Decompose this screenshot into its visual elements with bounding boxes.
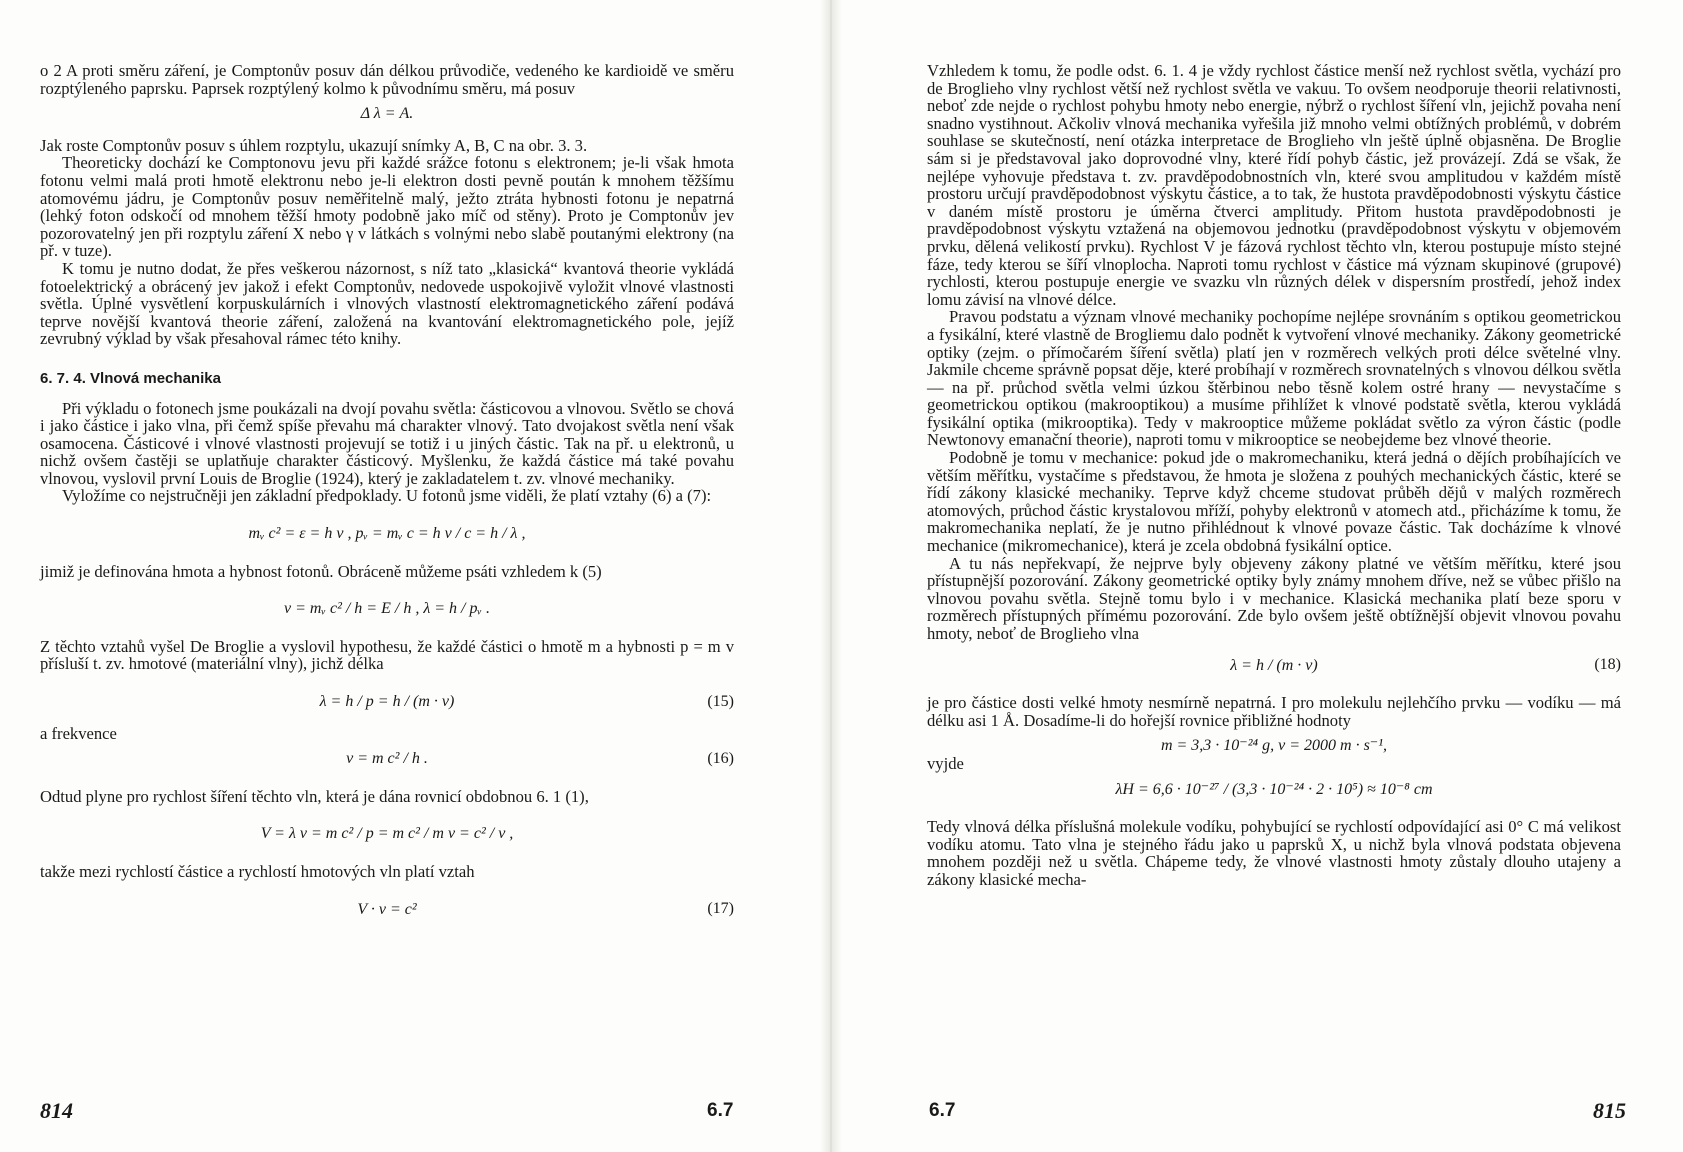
paragraph: Pravou podstatu a význam vlnové mechaniky pochopíme nejlépe srovnáním s optikou geometrickou a fysikální, které vlastně de Brogliemu dalo podnět k vytvoření vlnové mechaniky. Zákony geometrické optiky (zejm. o přímočarém šíření světla) platí jen v rozměrech velkých proti délce světelné vlny. Jakmile chceme správně popsat děje, které probíhají v rozměrech srovnatelných s vlnovou délkou světla — na př. průchod světla velmi úzkou štěrbinou nebo těsně kolem ostré hrany — nevystačíme s geometrickou optikou (makrooptikou) a musíme přihlížet k vlnové podstatě světla, kterou vykládá fysikální optika (mikrooptika). Tedy v makrooptice můžeme pokládat světlo za výron částic (podle Newtonovy emanační theorie), naproti tomu v mikrooptice se neobejdeme bez vlnové theorie. [927,307,1621,450]
paragraph: Jak roste Comptonův posuv s úhlem rozptylu, ukazují snímky A, B, C na obr. 3. 3. [40,135,588,155]
equation-18-number: (18) [1594,656,1621,674]
right-page [830,0,1683,1152]
equation-15-number: (15) [707,693,734,711]
equation-delta-lambda: Δ λ = A. [360,105,414,123]
equation-photon-mass-momentum: mᵥ c² = ε = h ν , pᵥ = mᵥ c = h ν / c = h / λ , [248,525,526,543]
paragraph: o 2 A proti směru záření, je Comptonův posuv dán délkou průvodiče, vedeného ke kardioidě ve směru rozptýleného paprsku. Paprsek rozptýlený kolmo k původnímu směru, má posuv [40,61,734,98]
equation-18-body: λ = h / (m · v) [1230,656,1318,674]
equation-phase-velocity: V = λ ν = m c² / p = m c² / m v = c² / v , [260,825,514,843]
paragraph: Vzhledem k tomu, že podle odst. 6. 1. 4 je vždy rychlost částice menší než rychlost světla, vychází pro de Broglieho vlny rychlost větší než rychlost světla ve vakuu. To ovšem neodporuje theorii relativnosti, neboť zde nejde o rychlost pohybu hmoty nebo energie, nýbrž o rychlost šíření vln, jejichž povaha není snadno vystihnout. Ačkoliv vlnová mechanika vyřešila již mnoho velmi obtížných problémů, v dobrém souhlase se skutečností, není otázka interpretace de Broglieho vln ještě úplně objasněna. De Broglie sám si je představoval jako doprovodné vlny, které řídí pohyb částic, jež provázejí. Zdá se však, že nejlépe vyhovuje představa t. zv. pravděpodobnostních vln, které svou amplitudou v každém místě prostoru určují pravděpodobnost výskytu částice, a to tak, že hustota pravděpodobnosti výskytu částice v daném místě prostoru je úměrna čtverci amplitudy. Přitom hustota pravděpodobnosti je pravděpodobnost výskytu vztažená na objemovou jednotku (pravděpodobnost výskytu v objemovém prvku, dělená velikostí prvku). Rychlost V je fázová rychlost těchto vln, kterou postupuje místo stejné fáze, tedy kterou se šíří vlnoplocha. Naproti tomu rychlost v částice má význam skupinové (grupové) rychlosti, kterou postupuje energie ve svazku vln různých délek v dispersním prostředí, jehož index lomu závisí na vlnové délce. [927,61,1621,309]
paragraph: takže mezi rychlostí částice a rychlostí hmotových vln platí vztah [40,862,475,881]
section-heading: 6. 7. 4. Vlnová mechanika [40,369,221,387]
equation-16 [40,750,734,768]
paragraph: Podobně je tomu v mechanice: pokud jde o makromechaniku, která jedná o dějích probíhajících ve větším měřítku, vystačíme s představou, že hmota je složena z pouhých mechanických částic, které se řídí zákony klasické mechaniky. Teprve když chceme studovat průběh dějů v malých rozměrech atomových, průchod částic krystalovou mříží, pohyby elektronů v atomech atd., přicházíme k tomu, že makromechanika neplatí, že je nutno přihlédnout k vlnové povaze částic. Tak docházíme k vlnové mechanice (mikromechanice), která je zcela obdobná fysikální optice. [927,448,1621,556]
right-text-column [927,62,1621,889]
equation-16-body: ν = m c² / h . [346,750,428,768]
equation-15 [40,693,734,711]
equation-17-number: (17) [707,900,734,918]
paragraph: Odtud plyne pro rychlost šíření těchto vln, která je dána rovnicí obdobnou 6. 1 (1), [40,786,589,806]
equation-18 [927,657,1621,675]
paragraph: K tomu je nutno dodat, že přes veškerou názornost, s níž tato „klasická“ kvantová theorie vykládá fotoelektrický a obrácený jev jakož i efekt Comptonův, nedovede uspokojivě vyložit vlnové vlastnosti světla. Úplné vysvětlení korpuskulárních i vlnových vlastností elektromagnetického záření podává teprve novější kvantová theorie záření, založená na kvantování elektromagnetického pole, jejíž zevrubný výklad by však přesahoval rámec této knihy. [40,258,734,349]
paragraph: Theoreticky dochází ke Comptonovu jevu při každé srážce fotonu s elektronem; je-li však hmota fotonu velmi malá proti hmotě elektronu nebo je-li elektron dosti pevně poután k mnohem těžšímu atomovému jádru, je Comptonův posuv neměřitelně malý, ježto ztráta hybnosti fotonu je nepatrná (lehký foton odskočí od mnohem těžší hmoty podobně jako míč od stěny). Proto je Comptonův jev pozorovatelný jen při rozptylu záření X nebo γ v látkách s volnými nebo slabě poutanými elektrony (na př. v tuze). [40,153,734,261]
equation-hydrogen-wavelength: λH = 6,6 · 10⁻²⁷ / (3,3 · 10⁻²⁴ · 2 · 10⁵) ≈ 10⁻⁸ cm [1115,780,1433,798]
paragraph: Z těchto vztahů vyšel De Broglie a vyslovil hypothesu, že každé částici o hmotě m a hybnosti p = m v přísluší t. zv. hmotové (materiální vlny), jichž délka [40,636,734,674]
equation-frequency-wavelength: ν = mᵥ c² / h = E / h , λ = h / pᵥ . [284,600,490,618]
page-number: 815 [1593,1098,1626,1123]
equation-16-number: (16) [707,750,734,768]
page-number: 814 [40,1098,73,1123]
paragraph: Vyložíme co nejstručněji jen základní předpoklady. U fotonů jsme viděli, že platí vztahy (6) a (7): [62,486,712,506]
equation-17 [40,901,734,919]
paragraph: Tedy vlnová délka příslušná molekule vodíku, pohybující se rychlostí odpovídající asi 0° C má velikost vodíku atomu. Tato vlna je stejného řádu jako u paprsků X, u nichž byla vlnová podstata objevena mnohem později než u světla. Chápeme tedy, že vlnové vlastnosti hmoty zůstaly dlouho utajeny a zákony klasické mecha- [927,817,1621,889]
equation-17-body: V · v = c² [357,900,417,918]
paragraph: jimiž je definována hmota a hybnost fotonů. Obráceně můžeme psáti vzhledem k (5) [40,561,602,581]
left-page [0,0,830,1152]
paragraph: a frekvence [40,723,117,743]
left-text-column [40,62,734,918]
paragraph: vyjde [927,753,964,773]
paragraph: je pro částice dosti velké hmoty nesmírně nepatrná. I pro molekulu nejlehčího prvku — vodíku — má délku asi 1 Å. Dosadíme-li do hořejší rovnice přibližné hodnoty [927,693,1621,730]
equation-values: m = 3,3 · 10⁻²⁴ g, v = 2000 m · s⁻¹, [1160,737,1388,755]
section-marker: 6.7 [707,1100,734,1121]
section-marker: 6.7 [929,1100,956,1121]
paragraph: Při výkladu o fotonech jsme poukázali na dvojí povahu světla: částicovou a vlnovou. Světlo se chová i jako částice i jako vlna, při čemž spíše převahu má charakter vlnový. Tato dvojakost světla není však osamocena. Částicové i vlnové vlastnosti projevují se totiž i u jiných částic. Tak na př. u elektronů, u nichž ovšem častěji se uplatňuje charakter částicový. Myšlenku, že každá částice má také povahu vlnovou, vyslovil první Louis de Broglie (1924), který je zakladatelem t. zv. vlnové mechaniky. [40,398,734,488]
equation-15-body: λ = h / p = h / (m · v) [319,693,455,711]
paragraph: A tu nás nepřekvapí, že nejprve byly objeveny zákony platné ve větším měřítku, které jsou přístupnější pozorování. Zákony geometrické optiky byly známy mnohem dříve, než se vůbec přišlo na vlnovou povahu světla. Stejně tomu bylo i v mechanice. Klasická mechanika platí beze sporu v rozměrech přístupných přímému pozorování. Zde bylo ovšem ještě obtížnější objevit vlnovou povahu hmoty, neboť de Broglieho vlna [927,553,1621,643]
